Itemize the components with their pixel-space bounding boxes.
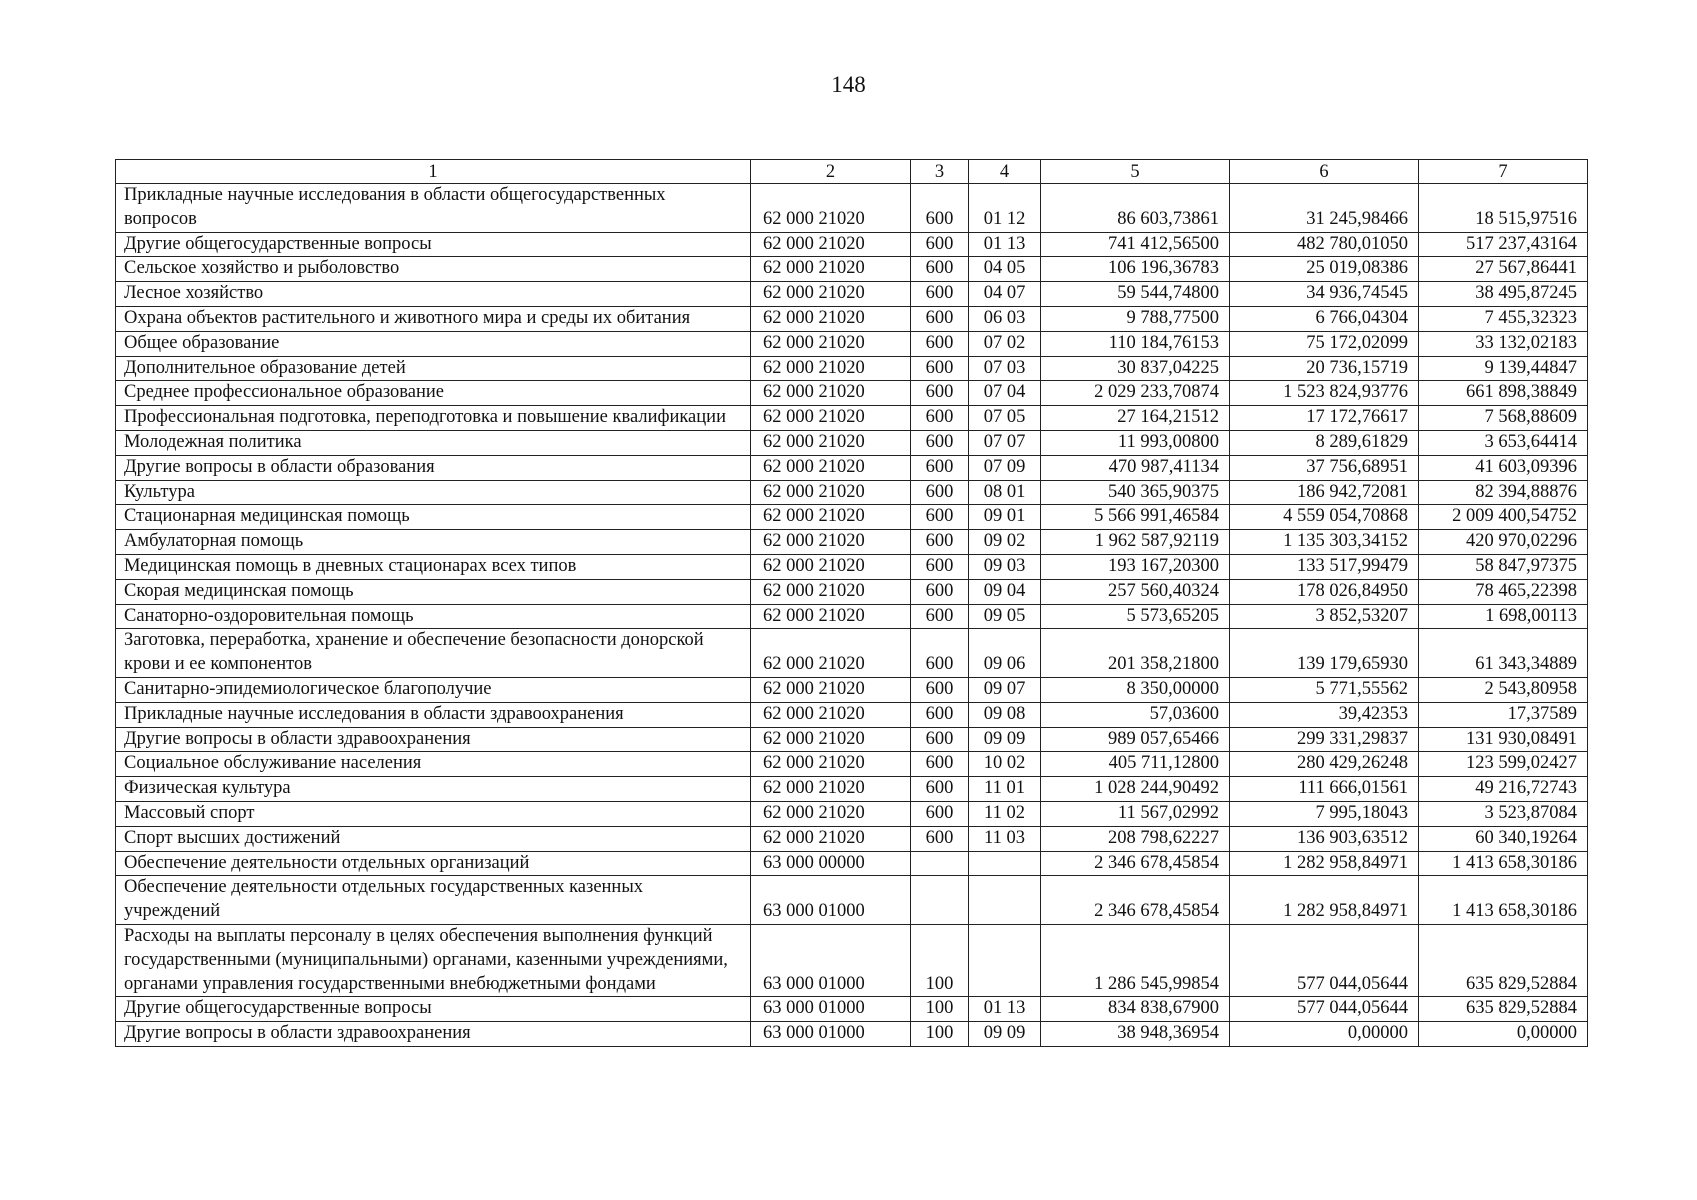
amount-cell: 2 029 233,70874 [1041,381,1230,406]
target-code-cell: 63 000 01000 [751,924,911,996]
expense-type-cell: 600 [911,381,969,406]
amount-cell: 834 838,67900 [1041,997,1230,1022]
amount-cell: 517 237,43164 [1419,232,1588,257]
table-row [116,505,1588,530]
expense-type-cell: 600 [911,480,969,505]
target-code-cell: 62 000 21020 [751,826,911,851]
target-code-cell: 63 000 01000 [751,1022,911,1047]
table-row [116,702,1588,727]
section-code-cell: 09 06 [969,629,1041,678]
item-name-cell: Стационарная медицинская помощь [116,505,751,530]
amount-cell: 17 172,76617 [1230,406,1419,431]
section-code-cell: 11 03 [969,826,1041,851]
column-header: 6 [1230,160,1419,184]
amount-cell: 49 216,72743 [1419,777,1588,802]
table-row [116,184,1588,233]
table-row [116,924,1588,996]
expense-type-cell: 600 [911,282,969,307]
amount-cell: 577 044,05644 [1230,924,1419,996]
column-header: 5 [1041,160,1230,184]
budget-table [115,159,1588,1047]
amount-cell: 4 559 054,70868 [1230,505,1419,530]
amount-cell: 577 044,05644 [1230,997,1419,1022]
amount-cell: 405 711,12800 [1041,752,1230,777]
amount-cell: 58 847,97375 [1419,554,1588,579]
target-code-cell: 62 000 21020 [751,554,911,579]
expense-type-cell: 600 [911,455,969,480]
amount-cell: 5 573,65205 [1041,604,1230,629]
item-name-cell: Молодежная политика [116,430,751,455]
target-code-cell: 63 000 01000 [751,997,911,1022]
amount-cell: 111 666,01561 [1230,777,1419,802]
table-row [116,232,1588,257]
table-row [116,826,1588,851]
item-name-cell: Физическая культура [116,777,751,802]
expense-type-cell: 600 [911,677,969,702]
target-code-cell: 62 000 21020 [751,257,911,282]
section-code-cell: 04 07 [969,282,1041,307]
amount-cell: 136 903,63512 [1230,826,1419,851]
amount-cell: 37 756,68951 [1230,455,1419,480]
amount-cell: 60 340,19264 [1419,826,1588,851]
item-name-cell: Сельское хозяйство и рыболовство [116,257,751,282]
expense-type-cell: 600 [911,430,969,455]
amount-cell: 57,03600 [1041,702,1230,727]
section-code-cell: 09 04 [969,579,1041,604]
amount-cell: 20 736,15719 [1230,356,1419,381]
table-row [116,430,1588,455]
item-name-cell: Медицинская помощь в дневных стационарах всех типов [116,554,751,579]
amount-cell: 0,00000 [1419,1022,1588,1047]
amount-cell: 257 560,40324 [1041,579,1230,604]
section-code-cell: 09 08 [969,702,1041,727]
expense-type-cell: 600 [911,331,969,356]
expense-type-cell: 600 [911,257,969,282]
expense-type-cell: 600 [911,232,969,257]
amount-cell: 420 970,02296 [1419,530,1588,555]
amount-cell: 1 282 958,84971 [1230,851,1419,876]
column-header: 3 [911,160,969,184]
amount-cell: 2 346 678,45854 [1041,851,1230,876]
expense-type-cell: 600 [911,629,969,678]
item-name-cell: Другие общегосударственные вопросы [116,997,751,1022]
amount-cell: 34 936,74545 [1230,282,1419,307]
expense-type-cell [911,876,969,925]
table-row [116,1022,1588,1047]
amount-cell: 5 771,55562 [1230,677,1419,702]
expense-type-cell: 100 [911,1022,969,1047]
amount-cell: 0,00000 [1230,1022,1419,1047]
section-code-cell: 07 02 [969,331,1041,356]
item-name-cell: Санитарно-эпидемиологическое благополучие [116,677,751,702]
section-code-cell: 09 07 [969,677,1041,702]
section-code-cell: 07 03 [969,356,1041,381]
item-name-cell: Другие вопросы в области здравоохранения [116,1022,751,1047]
amount-cell: 75 172,02099 [1230,331,1419,356]
section-code-cell [969,876,1041,925]
amount-cell: 78 465,22398 [1419,579,1588,604]
target-code-cell: 62 000 21020 [751,406,911,431]
amount-cell: 11 567,02992 [1041,801,1230,826]
item-name-cell: Другие вопросы в области здравоохранения [116,727,751,752]
item-name-cell: Другие вопросы в области образования [116,455,751,480]
item-name-cell: Скорая медицинская помощь [116,579,751,604]
column-header: 7 [1419,160,1588,184]
table-row [116,480,1588,505]
expense-type-cell: 600 [911,752,969,777]
item-name-cell: Другие общегосударственные вопросы [116,232,751,257]
amount-cell: 7 455,32323 [1419,306,1588,331]
expense-type-cell: 600 [911,184,969,233]
section-code-cell: 09 03 [969,554,1041,579]
section-code-cell: 01 13 [969,997,1041,1022]
expense-type-cell: 600 [911,530,969,555]
section-code-cell: 11 02 [969,801,1041,826]
expense-type-cell: 100 [911,997,969,1022]
item-name-cell: Расходы на выплаты персоналу в целях обеспечения выполнения функций государственными (муниципальными) органами, казенными учреждениями, органами управления государственными внебюджетными фондами [116,924,751,996]
item-name-cell: Охрана объектов растительного и животного мира и среды их обитания [116,306,751,331]
item-name-cell: Лесное хозяйство [116,282,751,307]
section-code-cell: 01 12 [969,184,1041,233]
amount-cell: 299 331,29837 [1230,727,1419,752]
expense-type-cell: 600 [911,356,969,381]
target-code-cell: 62 000 21020 [751,232,911,257]
amount-cell: 989 057,65466 [1041,727,1230,752]
section-code-cell: 09 02 [969,530,1041,555]
amount-cell: 86 603,73861 [1041,184,1230,233]
section-code-cell: 07 04 [969,381,1041,406]
expense-type-cell: 600 [911,702,969,727]
amount-cell: 139 179,65930 [1230,629,1419,678]
item-name-cell: Профессиональная подготовка, переподготовка и повышение квалификации [116,406,751,431]
amount-cell: 31 245,98466 [1230,184,1419,233]
amount-cell: 106 196,36783 [1041,257,1230,282]
amount-cell: 470 987,41134 [1041,455,1230,480]
item-name-cell: Спорт высших достижений [116,826,751,851]
amount-cell: 123 599,02427 [1419,752,1588,777]
amount-cell: 18 515,97516 [1419,184,1588,233]
section-code-cell: 11 01 [969,777,1041,802]
page-number: 148 [831,72,866,97]
table-row [116,876,1588,925]
target-code-cell: 62 000 21020 [751,505,911,530]
amount-cell: 1 282 958,84971 [1230,876,1419,925]
amount-cell: 1 962 587,92119 [1041,530,1230,555]
amount-cell: 3 852,53207 [1230,604,1419,629]
amount-cell: 3 653,64414 [1419,430,1588,455]
table-row [116,604,1588,629]
target-code-cell: 62 000 21020 [751,430,911,455]
target-code-cell: 62 000 21020 [751,282,911,307]
target-code-cell: 62 000 21020 [751,381,911,406]
expense-type-cell: 600 [911,579,969,604]
amount-cell: 178 026,84950 [1230,579,1419,604]
target-code-cell: 62 000 21020 [751,331,911,356]
amount-cell: 9 788,77500 [1041,306,1230,331]
amount-cell: 25 019,08386 [1230,257,1419,282]
amount-cell: 1 028 244,90492 [1041,777,1230,802]
table-row [116,579,1588,604]
item-name-cell: Массовый спорт [116,801,751,826]
amount-cell: 61 343,34889 [1419,629,1588,678]
item-name-cell: Культура [116,480,751,505]
amount-cell: 30 837,04225 [1041,356,1230,381]
amount-cell: 193 167,20300 [1041,554,1230,579]
table-row [116,629,1588,678]
item-name-cell: Прикладные научные исследования в области здравоохранения [116,702,751,727]
table-body [116,160,1588,1047]
expense-type-cell: 600 [911,505,969,530]
target-code-cell: 62 000 21020 [751,727,911,752]
amount-cell: 280 429,26248 [1230,752,1419,777]
amount-cell: 2 543,80958 [1419,677,1588,702]
target-code-cell: 62 000 21020 [751,777,911,802]
amount-cell: 635 829,52884 [1419,997,1588,1022]
amount-cell: 41 603,09396 [1419,455,1588,480]
item-name-cell: Обеспечение деятельности отдельных организаций [116,851,751,876]
section-code-cell: 06 03 [969,306,1041,331]
target-code-cell: 62 000 21020 [751,677,911,702]
amount-cell: 27 164,21512 [1041,406,1230,431]
table-row [116,257,1588,282]
item-name-cell: Общее образование [116,331,751,356]
item-name-cell: Заготовка, переработка, хранение и обеспечение безопасности донорской крови и ее компонентов [116,629,751,678]
amount-cell: 540 365,90375 [1041,480,1230,505]
amount-cell: 38 948,36954 [1041,1022,1230,1047]
table-row [116,381,1588,406]
column-header: 4 [969,160,1041,184]
expense-type-cell: 600 [911,554,969,579]
target-code-cell: 63 000 00000 [751,851,911,876]
section-code-cell: 07 05 [969,406,1041,431]
expense-type-cell: 600 [911,604,969,629]
target-code-cell: 62 000 21020 [751,604,911,629]
table-row [116,997,1588,1022]
expense-type-cell: 600 [911,406,969,431]
amount-cell: 482 780,01050 [1230,232,1419,257]
table-row [116,406,1588,431]
amount-cell: 186 942,72081 [1230,480,1419,505]
target-code-cell: 62 000 21020 [751,629,911,678]
section-code-cell: 07 09 [969,455,1041,480]
table-row [116,677,1588,702]
table-row [116,282,1588,307]
amount-cell: 27 567,86441 [1419,257,1588,282]
section-code-cell: 09 05 [969,604,1041,629]
expense-type-cell: 600 [911,306,969,331]
amount-cell: 1 286 545,99854 [1041,924,1230,996]
amount-cell: 8 350,00000 [1041,677,1230,702]
target-code-cell: 62 000 21020 [751,579,911,604]
amount-cell: 3 523,87084 [1419,801,1588,826]
section-code-cell: 07 07 [969,430,1041,455]
amount-cell: 201 358,21800 [1041,629,1230,678]
column-header: 2 [751,160,911,184]
table-row [116,801,1588,826]
table-row [116,554,1588,579]
table-row [116,777,1588,802]
amount-cell: 9 139,44847 [1419,356,1588,381]
amount-cell: 11 993,00800 [1041,430,1230,455]
section-code-cell: 10 02 [969,752,1041,777]
section-code-cell: 08 01 [969,480,1041,505]
amount-cell: 1 698,00113 [1419,604,1588,629]
section-code-cell: 09 09 [969,1022,1041,1047]
table-row [116,356,1588,381]
target-code-cell: 62 000 21020 [751,702,911,727]
table-row [116,530,1588,555]
section-code-cell: 09 01 [969,505,1041,530]
amount-cell: 82 394,88876 [1419,480,1588,505]
target-code-cell: 62 000 21020 [751,455,911,480]
target-code-cell: 62 000 21020 [751,752,911,777]
amount-cell: 6 766,04304 [1230,306,1419,331]
amount-cell: 2 346 678,45854 [1041,876,1230,925]
item-name-cell: Среднее профессиональное образование [116,381,751,406]
amount-cell: 59 544,74800 [1041,282,1230,307]
target-code-cell: 62 000 21020 [751,306,911,331]
target-code-cell: 62 000 21020 [751,480,911,505]
amount-cell: 8 289,61829 [1230,430,1419,455]
amount-cell: 661 898,38849 [1419,381,1588,406]
item-name-cell: Социальное обслуживание населения [116,752,751,777]
amount-cell: 38 495,87245 [1419,282,1588,307]
amount-cell: 39,42353 [1230,702,1419,727]
amount-cell: 110 184,76153 [1041,331,1230,356]
table-row [116,851,1588,876]
table-row [116,331,1588,356]
amount-cell: 1 413 658,30186 [1419,851,1588,876]
table-row [116,306,1588,331]
target-code-cell: 62 000 21020 [751,801,911,826]
expense-type-cell: 600 [911,777,969,802]
target-code-cell: 62 000 21020 [751,356,911,381]
section-code-cell: 09 09 [969,727,1041,752]
target-code-cell: 62 000 21020 [751,530,911,555]
amount-cell: 5 566 991,46584 [1041,505,1230,530]
item-name-cell: Санаторно-оздоровительная помощь [116,604,751,629]
expense-type-cell [911,851,969,876]
item-name-cell: Амбулаторная помощь [116,530,751,555]
item-name-cell: Обеспечение деятельности отдельных государственных казенных учреждений [116,876,751,925]
amount-cell: 635 829,52884 [1419,924,1588,996]
section-code-cell: 01 13 [969,232,1041,257]
section-code-cell: 04 05 [969,257,1041,282]
amount-cell: 7 568,88609 [1419,406,1588,431]
amount-cell: 2 009 400,54752 [1419,505,1588,530]
column-header: 1 [116,160,751,184]
item-name-cell: Дополнительное образование детей [116,356,751,381]
amount-cell: 17,37589 [1419,702,1588,727]
amount-cell: 33 132,02183 [1419,331,1588,356]
target-code-cell: 62 000 21020 [751,184,911,233]
amount-cell: 1 523 824,93776 [1230,381,1419,406]
table-header-row [116,160,1588,184]
table-row [116,752,1588,777]
amount-cell: 741 412,56500 [1041,232,1230,257]
expense-type-cell: 600 [911,801,969,826]
target-code-cell: 63 000 01000 [751,876,911,925]
amount-cell: 7 995,18043 [1230,801,1419,826]
amount-cell: 208 798,62227 [1041,826,1230,851]
amount-cell: 1 135 303,34152 [1230,530,1419,555]
table-row [116,455,1588,480]
amount-cell: 1 413 658,30186 [1419,876,1588,925]
expense-type-cell: 600 [911,826,969,851]
table-row [116,727,1588,752]
amount-cell: 131 930,08491 [1419,727,1588,752]
expense-type-cell: 100 [911,924,969,996]
expense-type-cell: 600 [911,727,969,752]
item-name-cell: Прикладные научные исследования в области общегосударственных вопросов [116,184,751,233]
amount-cell: 133 517,99479 [1230,554,1419,579]
section-code-cell [969,851,1041,876]
section-code-cell [969,924,1041,996]
